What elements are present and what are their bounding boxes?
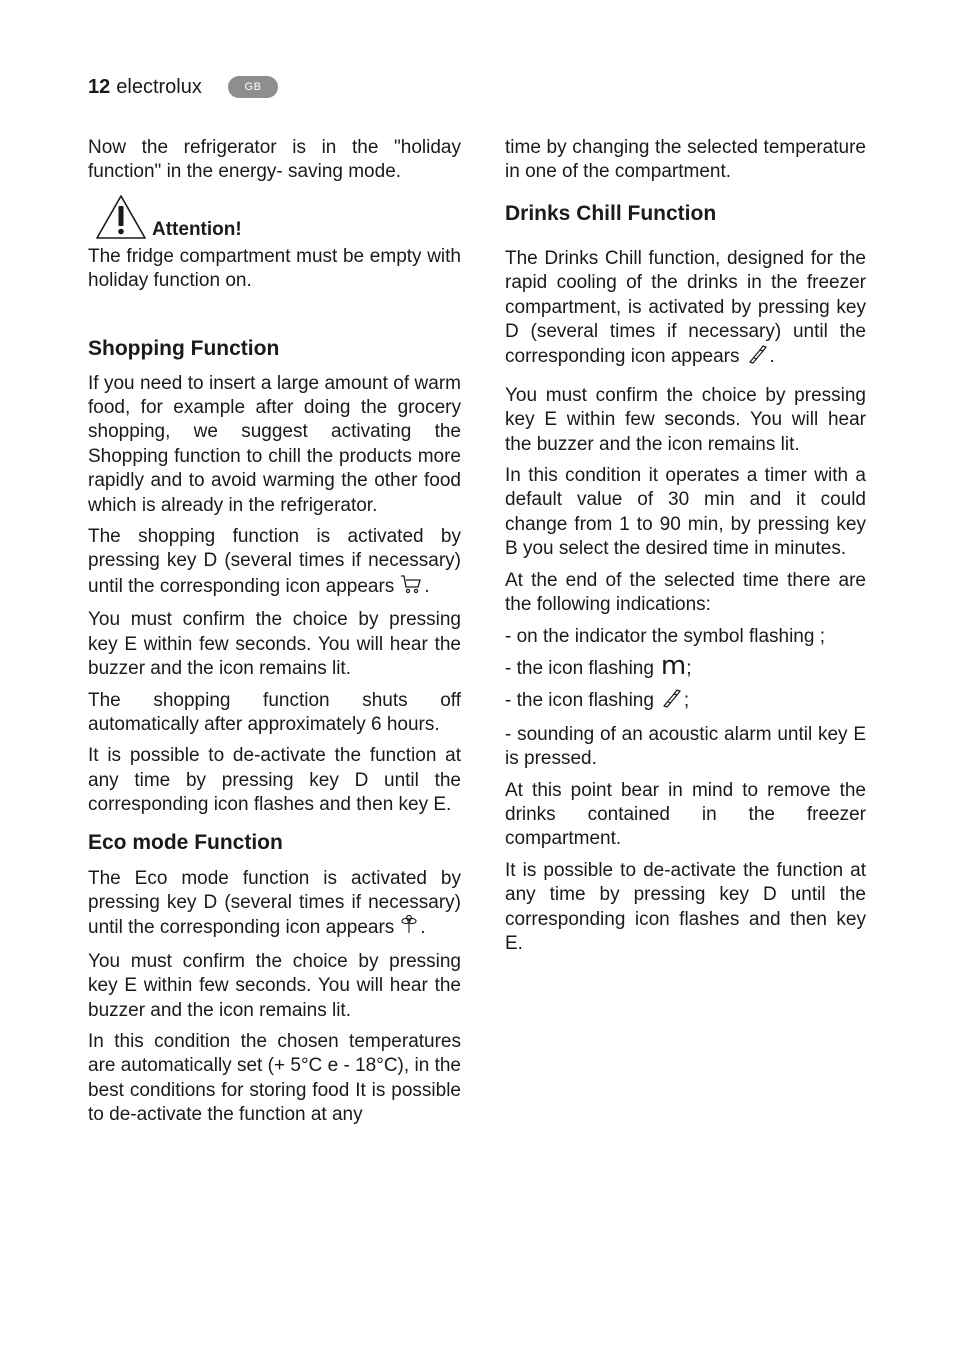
shopping-p5: It is possible to de-activate the function at any time by pressing key D until the corresponding icon flashes and then key E.: [88, 745, 461, 816]
eco-p2: You must confirm the choice by pressing key E within few seconds. You will hear the buzzer and the icon remains lit.: [88, 950, 461, 1021]
left-column: [88, 136, 461, 1135]
drinks-p4: At the end of the selected time there are the following indications:: [505, 569, 866, 616]
attention-notice: [94, 193, 461, 241]
shopping-p3: You must confirm the choice by pressing key E within few seconds. You will hear the buzzer and the icon remains lit.: [88, 609, 461, 680]
drinks-p2: You must confirm the choice by pressing key E within few seconds. You will hear the buzzer and the icon remains lit.: [505, 384, 866, 455]
drinks-p1: The Drinks Chill function, designed for the rapid cooling of the drinks in the freezer compartment, is activated by pressing key D (several times if necessary) until the corresponding icon appears .: [505, 247, 866, 372]
page-number: 12: [88, 75, 111, 98]
shopping-p1: If you need to insert a large amount of warm food, for example after doing the grocery shopping, we suggest activating the Shopping function to chill the products more rapidly and to avoid warming the other food which is already in the refrigerator.: [88, 372, 461, 516]
language-badge: GB: [228, 76, 278, 98]
bottle-icon: [660, 688, 682, 715]
page-header: [88, 74, 202, 100]
attention-text: The fridge compartment must be empty with holiday function on.: [88, 245, 461, 292]
drinks-p3: In this condition it operates a timer with a default value of 30 min and it could change from 1 to 90 min, by pressing key B you select the desired time in minutes.: [505, 465, 866, 560]
intro-paragraph: Now the refrigerator is in the "holiday function" in the energy- saving mode.: [88, 137, 461, 183]
shopping-p2: The shopping function is activated by pressing key D (several times if necessary) until the corresponding icon appears .: [88, 525, 461, 601]
drinks-bullet-4: - sounding of an acoustic alarm until key E is pressed.: [505, 723, 866, 770]
eco-p1: The Eco mode function is activated by pressing key D (several times if necessary) until the corresponding icon appears .: [88, 867, 461, 943]
shopping-cart-icon: [400, 574, 422, 601]
attention-label: Attention!: [152, 218, 242, 240]
drinks-bullet-2: - the icon flashing m;: [505, 650, 692, 681]
warning-triangle-icon: [94, 193, 148, 241]
eco-title: Eco mode Function: [88, 830, 283, 854]
timer-m-icon: m: [660, 650, 687, 681]
eco-plant-icon: [400, 915, 418, 942]
brand-name: electrolux: [116, 75, 202, 98]
drinks-p6: It is possible to de-activate the function at any time by pressing key D until the corresponding icon flashes and then key E.: [505, 859, 866, 954]
drinks-bullet-3: - the icon flashing ;: [505, 688, 866, 715]
continuation-paragraph: time by changing the selected temperature in one of the compartment.: [505, 137, 866, 183]
bottle-icon: [746, 344, 768, 371]
drinks-p5: At this point bear in mind to remove the drinks contained in the freezer compartment.: [505, 779, 866, 850]
eco-p3: In this condition the chosen temperatures are automatically set (+ 5°C e - 18°C), in the best conditions for storing food It is possible to de-activate the function at any: [88, 1030, 461, 1126]
shopping-p4: The shopping function shuts off automatically after approximately 6 hours.: [88, 689, 461, 735]
drinks-bullet-1: - on the indicator the symbol flashing ;: [505, 625, 826, 647]
right-column: [505, 136, 866, 963]
drinks-title: Drinks Chill Function: [505, 201, 717, 225]
shopping-title: Shopping Function: [88, 336, 280, 360]
